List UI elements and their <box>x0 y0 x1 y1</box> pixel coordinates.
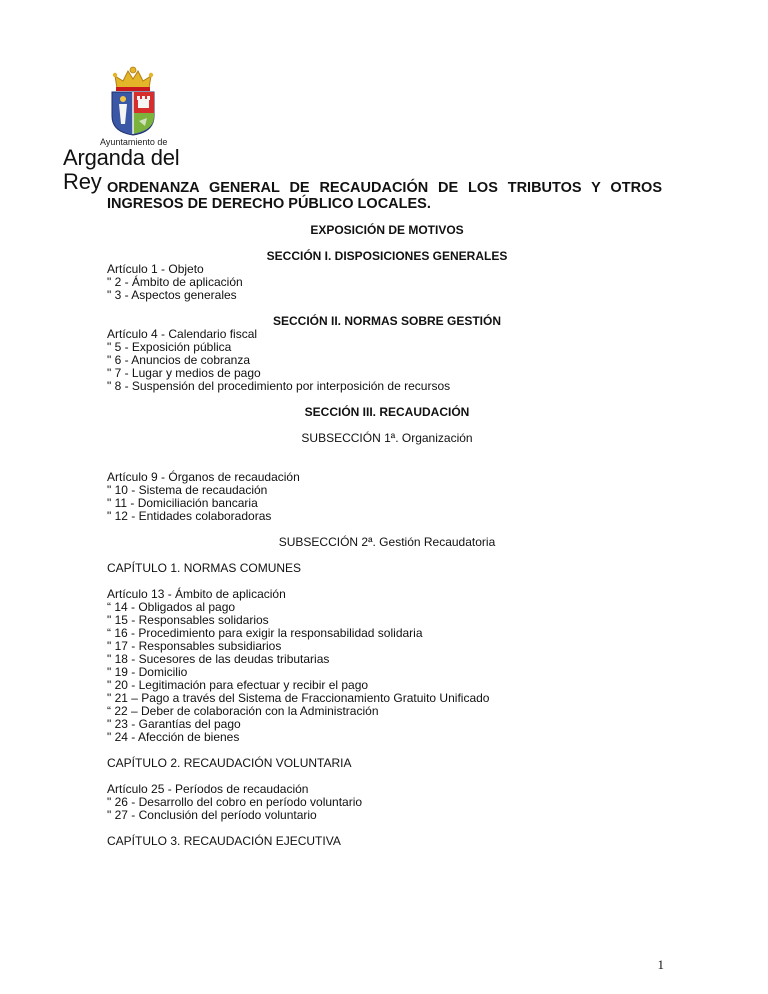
toc-entry: " 18 - Sucesores de las deudas tributarias <box>107 652 330 666</box>
toc-entry: “ 22 – Deber de colaboración con la Administración <box>107 704 379 718</box>
section-heading: EXPOSICIÓN DE MOTIVOS <box>310 223 464 237</box>
section-heading: CAPÍTULO 1. NORMAS COMUNES <box>107 561 302 575</box>
toc-entry: " 17 - Responsables subsidiarios <box>107 639 282 653</box>
toc-entry: " 21 – Pago a través del Sistema de Fraccionamiento Gratuito Unificado <box>107 691 490 705</box>
toc-entry: " 24 - Afección de bienes <box>107 730 240 744</box>
logo-organization: Ayuntamiento de <box>100 137 168 147</box>
toc-entry: " 12 - Entidades colaboradoras <box>107 509 272 523</box>
toc-entry: “ 16 - Procedimiento para exigir la responsabilidad solidaria <box>107 626 423 640</box>
toc-entry: " 27 - Conclusión del período voluntario <box>107 808 317 822</box>
toc-entry: Artículo 25 - Períodos de recaudación <box>107 782 309 796</box>
toc-entry: " 20 - Legitimación para efectuar y recibir el pago <box>107 678 369 692</box>
toc-entry: " 3 - Aspectos generales <box>107 288 237 302</box>
section-heading: SECCIÓN II. NORMAS SOBRE GESTIÓN <box>272 314 502 328</box>
section-heading: SUBSECCIÓN 1ª. Organización <box>301 431 473 445</box>
page-number: 1 <box>657 957 664 972</box>
toc-entry: " 15 - Responsables solidarios <box>107 613 269 627</box>
logo-town-name: Arganda del Rey <box>63 145 180 194</box>
toc-entry: Artículo 1 - Objeto <box>107 262 204 276</box>
toc-entry: " 11 - Domiciliación bancaria <box>107 496 258 510</box>
toc-entry: Artículo 4 - Calendario fiscal <box>107 327 258 341</box>
section-heading: SECCIÓN III. RECAUDACIÓN <box>304 405 470 419</box>
toc-entry: Artículo 9 - Órganos de recaudación <box>107 470 300 484</box>
toc-entry: " 26 - Desarrollo del cobro en período voluntario <box>107 795 363 809</box>
toc-entry: " 2 - Ámbito de aplicación <box>107 275 243 289</box>
toc-entry: " 19 - Domicilio <box>107 665 188 679</box>
toc-entry: " 10 - Sistema de recaudación <box>107 483 268 497</box>
toc-entry: “ 14 - Obligados al pago <box>107 600 236 614</box>
section-heading: CAPÍTULO 2. RECAUDACIÓN VOLUNTARIA <box>107 756 352 770</box>
toc-entry: " 6 - Anuncios de cobranza <box>107 353 251 367</box>
document-title: ORDENANZA GENERAL DE RECAUDACIÓN DE LOS TRIBUTOS Y OTROS INGRESOS DE DERECHO PÚBLICO LOCALES. <box>107 180 662 212</box>
coat-of-arms-icon <box>103 66 163 136</box>
section-heading: SECCIÓN I. DISPOSICIONES GENERALES <box>266 249 508 263</box>
toc-entry: Artículo 13 - Ámbito de aplicación <box>107 587 286 601</box>
toc-entry: " 8 - Suspensión del procedimiento por interposición de recursos <box>107 379 451 393</box>
toc-entry: " 7 - Lugar y medios de pago <box>107 366 261 380</box>
toc-entry: " 5 - Exposición pública <box>107 340 232 354</box>
section-heading: CAPÍTULO 3. RECAUDACIÓN EJECUTIVA <box>107 834 341 848</box>
municipal-logo <box>56 66 206 194</box>
toc-entry: " 23 - Garantías del pago <box>107 717 241 731</box>
table-of-contents <box>107 224 667 848</box>
section-heading: SUBSECCIÓN 2ª. Gestión Recaudatoria <box>278 535 496 549</box>
